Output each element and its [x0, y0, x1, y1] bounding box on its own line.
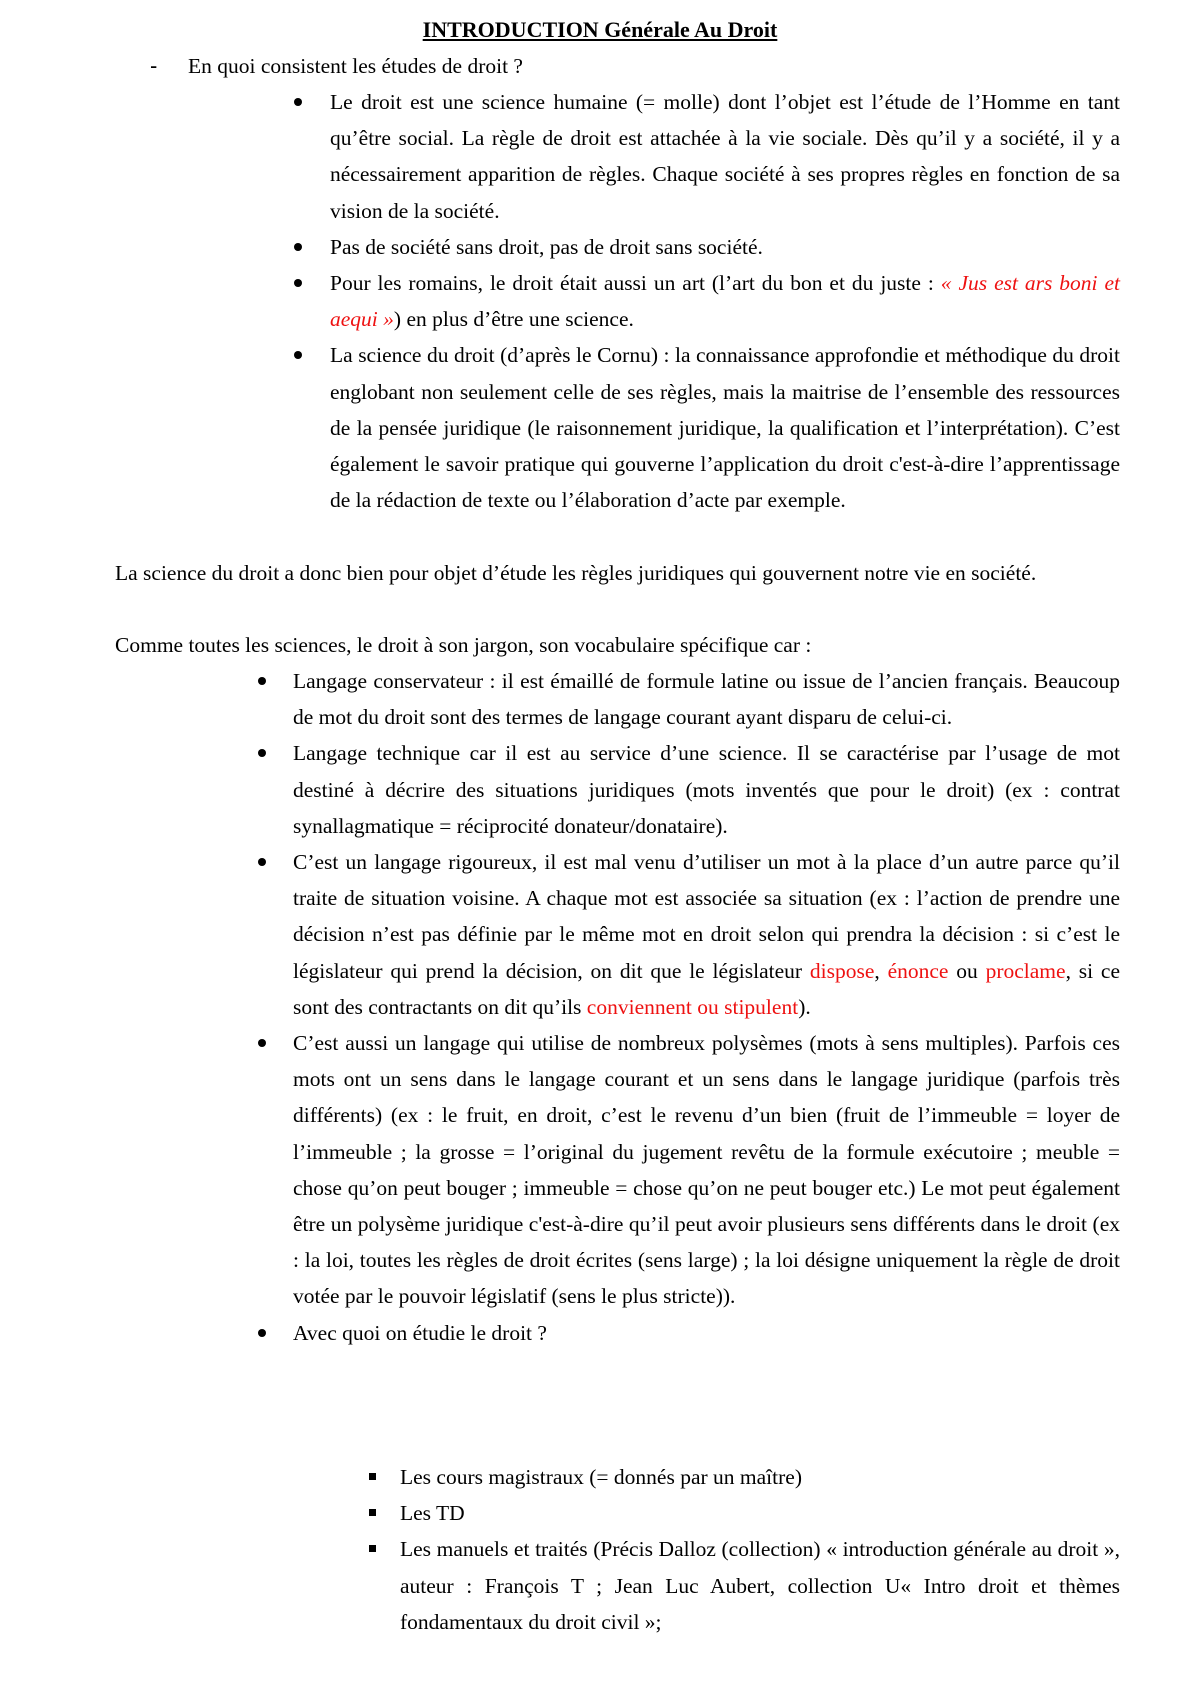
list-item-cornu — [330, 337, 1120, 518]
list-item-text-mid: , si ce sont des contractants on dit qu’ils — [293, 958, 1121, 1019]
list-item-rigorous-language — [293, 844, 1120, 1025]
list-item-textbooks — [400, 1531, 1120, 1640]
list-item-text-end: ). — [798, 994, 811, 1019]
separator: , — [874, 958, 888, 983]
list-item-text: Les TD — [400, 1501, 465, 1526]
list-item-human-science — [330, 84, 1120, 229]
bullet-icon — [258, 858, 266, 866]
list-item-text: Pour les romains, le droit était aussi un art (l’art du bon et du juste : — [330, 271, 941, 296]
separator: ou — [948, 958, 986, 983]
bullet-icon — [258, 1039, 266, 1047]
bullet-icon — [258, 677, 266, 685]
list-item-td — [400, 1495, 1120, 1531]
language-features-list — [293, 663, 1120, 1351]
square-bullet-icon — [369, 1473, 376, 1480]
highlight-enonce: énonce — [887, 958, 949, 983]
page-title: INTRODUCTION Générale Au Droit — [422, 17, 778, 42]
highlight-proclame: proclame — [985, 958, 1066, 983]
dash-marker: - — [150, 53, 158, 78]
paragraph-jargon-intro: Comme toutes les sciences, le droit à son jargon, son vocabulaire spécifique car : — [115, 633, 812, 657]
bullet-icon — [294, 243, 302, 251]
list-item-text-end: ) en plus d’être une science. — [393, 307, 634, 332]
list-item-polysemy — [293, 1025, 1120, 1315]
bullet-icon — [258, 749, 266, 757]
highlight-dispose: dispose — [809, 958, 875, 983]
list-item-technical-language — [293, 735, 1120, 844]
list-item-text: Avec quoi on étudie le droit ? — [293, 1320, 547, 1345]
bullet-icon — [294, 279, 302, 287]
study-tools-list — [400, 1459, 1120, 1640]
list-item-text: C’est aussi un langage qui utilise de nombreux polysèmes (mots à sens multiples). Parfois ces mots ont un sens dans le langage courant et un sens dans le langage juridique (parfois très différents) (ex : le fruit, en droit, c’est le revenu d’un bien (fruit de l’immeuble = loyer de l’immeuble ; la grosse = l’original du jugement revêtu de la formule exécutoire ; meuble = chose qu’on peut bouger ; immeuble = chose qu’on ne peut bouger etc.) Le mot peut également être un polysème juridique c'est-à-dire qu’il peut avoir plusieurs sens différents dans le droit (ex : la loi, toutes les règles de droit écrites (sens large) ; la loi désigne uniquement la règle de droit votée par le pouvoir législatif (sens le plus stricte)). — [293, 1031, 1120, 1309]
list-item-text: Le droit est une science humaine (= molle) dont l’objet est l’étude de l’Homme en tant qu’être social. La règle de droit est attachée à la vie sociale. Dès qu’il y a société, il y a nécessairement apparition de règles. Chaque société à ses propres règles en fonction de sa vision de la société. — [330, 90, 1120, 223]
list-item-text: Les cours magistraux (= donnés par un maître) — [400, 1465, 802, 1489]
list-item-text: C’est un langage rigoureux, il est mal venu d’utiliser un mot à la place d’un autre parce qu’il traite de situation voisine. A chaque mot est associée sa situation (ex : l’action de prendre une décision n’est pas définie par le même mot en droit selon qui prendra la décision : si c’est le législateur qui prend la décision, on dit que le législateur — [293, 850, 1120, 983]
latin-quote: « Jus est ars boni et aequi » — [330, 271, 1120, 332]
study-definition-list — [330, 84, 1120, 518]
list-item-text: Langage conservateur : il est émaillé de formule latine ou issue de l’ancien français. Beaucoup de mot du droit sont des termes de langage courant ayant disparu de celui-ci. — [293, 669, 1120, 730]
square-bullet-icon — [369, 1545, 376, 1552]
list-item-society — [330, 229, 1120, 265]
list-item-romans — [330, 265, 1120, 337]
question-line — [0, 48, 1200, 84]
list-item-text: La science du droit (d’après le Cornu) : la connaissance approfondie et méthodique du droit englobant non seulement celle de ses règles, mais la maitrise de l’ensemble des ressources de la pensée juridique (le raisonnement juridique, la qualification et l’interprétation). C’est également le savoir pratique qui gouverne l’application du droit c'est-à-dire l’apprentissage de la rédaction de texte ou l’élaboration d’acte par exemple. — [330, 343, 1120, 513]
list-item-text: Pas de société sans droit, pas de droit sans société. — [330, 234, 763, 259]
question-text: En quoi consistent les études de droit ? — [188, 54, 523, 78]
highlight-conviennent: conviennent ou stipulent — [586, 994, 799, 1019]
list-item-text: Langage technique car il est au service d’une science. Il se caractérise par l’usage de mot destiné à décrire des situations juridiques (mots inventés que pour le droit) (ex : contrat synallagmatique = réciprocité donateur/donataire). — [293, 741, 1120, 838]
bullet-icon — [294, 351, 302, 359]
bullet-icon — [258, 1329, 266, 1337]
paragraph-conclusion: La science du droit a donc bien pour objet d’étude les règles juridiques qui gouvernent notre vie en société. — [115, 561, 1037, 585]
list-item-lectures — [400, 1459, 1120, 1495]
bullet-icon — [294, 98, 302, 106]
list-item-study-tools — [293, 1315, 1120, 1351]
list-item-text: Les manuels et traités (Précis Dalloz (collection) « introduction générale au droit », auteur : François T ; Jean Luc Aubert, collection U« Intro droit et thèmes fondamentaux du droit civil »; — [400, 1537, 1120, 1634]
square-bullet-icon — [369, 1509, 376, 1516]
list-item-conservative-language — [293, 663, 1120, 735]
